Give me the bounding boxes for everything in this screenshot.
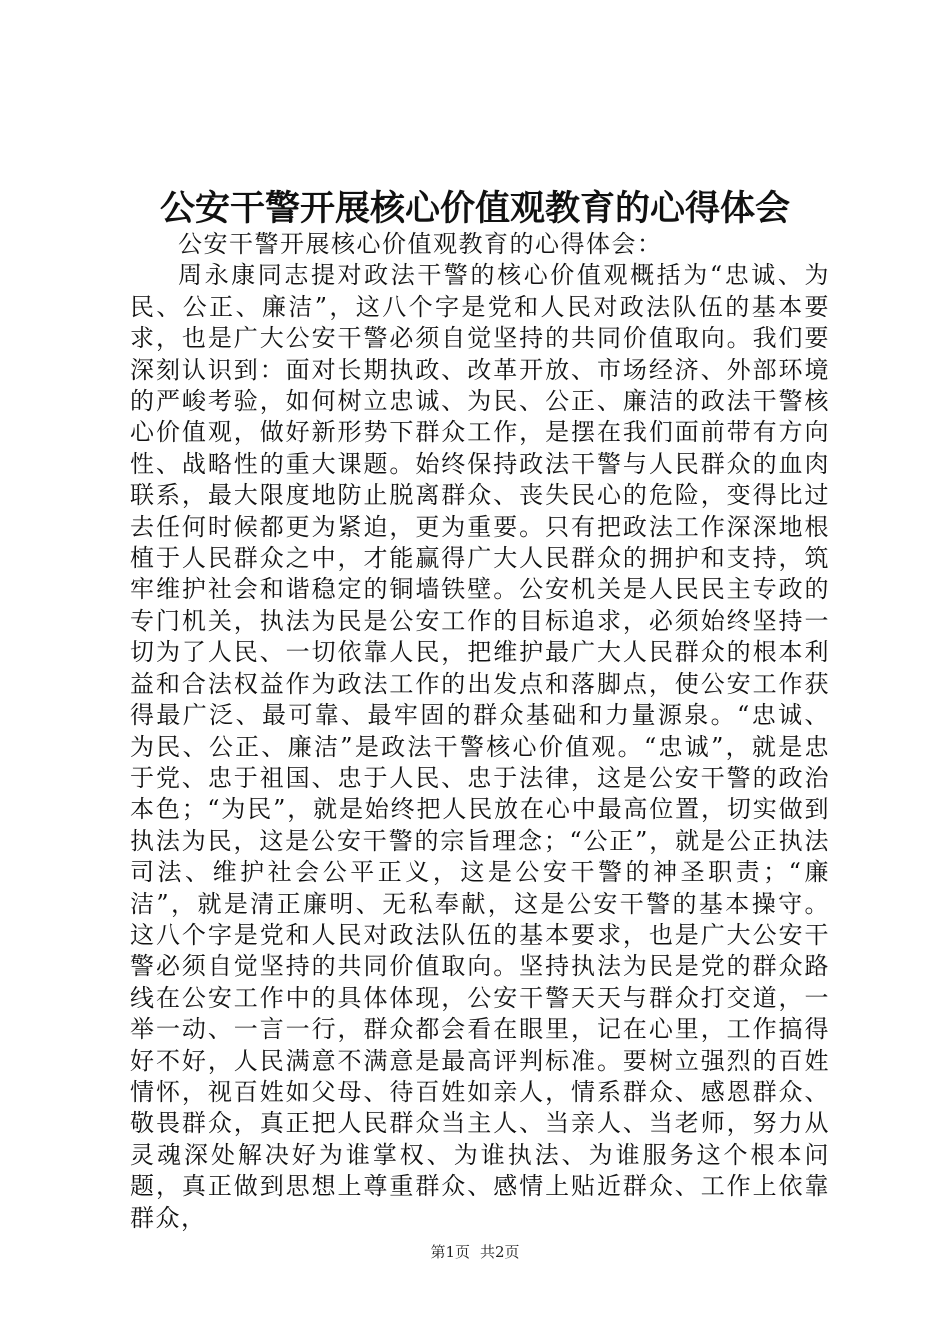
document-body	[130, 229, 830, 1234]
page-total: 共2页	[480, 1243, 520, 1261]
page-footer	[0, 1242, 950, 1262]
document-title: 公安干警开展核心价值观教育的心得体会	[159, 189, 790, 229]
paragraph-main: 周永康同志提对政法干警的核心价值观概括为“忠诚、为民、公正、廉洁”，这八个字是党和人民对政法队伍的基本要求，也是广大公安干警必须自觉坚持的共同价值取向。我们要深刻认识到：面对长期执政、改革开放、市场经济、外部环境的严峻考验，如何树立忠诚、为民、公正、廉洁的政法干警核心价值观，做好新形势下群众工作，是摆在我们面前带有方向性、战略性的重大课题。始终保持政法干警与人民群众的血肉联系，最大限度地防止脱离群众、丧失民心的危险，变得比过去任何时候都更为紧迫，更为重要。只有把政法工作深深地根植于人民群众之中，才能赢得广大人民群众的拥护和支持，筑牢维护社会和谐稳定的铜墙铁壁。公安机关是人民民主专政的专门机关，执法为民是公安工作的目标追求，必须始终坚持一切为了人民、一切依靠人民，把维护最广大人民群众的根本利益和合法权益作为政法工作的出发点和落脚点，使公安工作获得最广泛、最可靠、最牢固的群众基础和力量源泉。“忠诚、为民、公正、廉洁”是政法干警核心价值观。“忠诚”，就是忠于党、忠于祖国、忠于人民、忠于法律，这是公安干警的政治本色；“为民”，就是始终把人民放在心中最高位置，切实做到执法为民，这是公安干警的宗旨理念；“公正”，就是公正执法司法、维护社会公平正义，这是公安干警的神圣职责；“廉洁”，就是清正廉明、无私奉献，这是公安干警的基本操守。这八个字是党和人民对政法队伍的基本要求，也是广大公安干警必须自觉坚持的共同价值取向。坚持执法为民是党的群众路线在公安工作中的具体体现，公安干警天天与群众打交道，一举一动、一言一行，群众都会看在眼里，记在心里，工作搞得好不好，人民满意不满意是最高评判标准。要树立强烈的百姓情怀，视百姓如父母、待百姓如亲人，情系群众、感恩群众、敬畏群众，真正把人民群众当主人、当亲人、当老师，努力从灵魂深处解决好为谁掌权、为谁执法、为谁服务这个根本问题，真正做到思想上尊重群众、感情上贴近群众、工作上依靠群众，	[130, 261, 830, 1232]
page-number: 第1页	[430, 1243, 470, 1261]
paragraph-intro: 公安干警开展核心价值观教育的心得体会：	[178, 230, 663, 258]
